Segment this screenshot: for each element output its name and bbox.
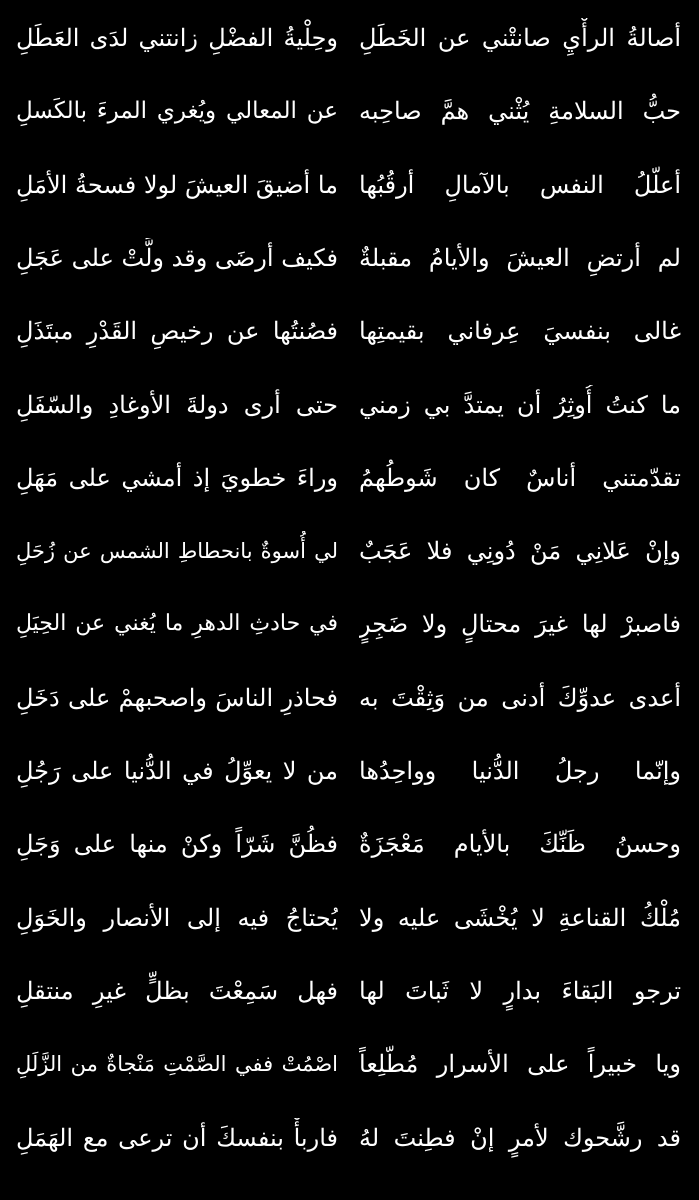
verse-row [0, 311, 699, 351]
verse-second-hemistich: اصْمُتْ ففي الصَّمْتِ مَنْجاةٌ من الزَّلَلِ [16, 1052, 338, 1076]
verse-second-hemistich: فاربأْ بنفسكَ أن ترعى مع الهَمَلِ [16, 1124, 338, 1152]
verse-second-hemistich: وحِلْيةُ الفضْلِ زانتني لدَى العَطَلِ [16, 24, 338, 52]
verse-first-hemistich: مُلْكُ القناعةِ لا يُخْشَى عليه ولا [359, 904, 681, 932]
verse-row [0, 604, 699, 644]
verse-second-hemistich: ما أضيقَ العيشَ لولا فسحةُ الأمَلِ [16, 171, 338, 199]
verse-first-hemistich: ترجو البَقاءَ بدارٍ لا ثَباتَ لها [359, 977, 681, 1005]
verse-first-hemistich: فاصبرْ لها غيرَ محتالٍ ولا ضَجِرٍ [359, 610, 681, 638]
verse-first-hemistich: لم أرتضِ العيشَ والأيامُ مقبلةٌ [359, 244, 681, 272]
verse-row [0, 898, 699, 938]
verse-first-hemistich: تقدّمتني أناسٌ كان شَوطُهمُ [359, 464, 681, 492]
verse-second-hemistich: حتى أرى دولةَ الأوغادِ والسّفَلِ [16, 391, 338, 419]
verse-first-hemistich: أعدى عدوِّكَ أدنى من وَثِقْتَ به [359, 684, 681, 712]
verse-first-hemistich: وحسنُ ظَنِّكَ بالأيام مَعْجَزَةٌ [359, 830, 681, 858]
verse-second-hemistich: فكيف أرضَى وقد ولَّتْ على عَجَلِ [16, 244, 338, 272]
verse-first-hemistich: غالى بنفسيَ عِرفاني بقيمتِها [359, 317, 681, 345]
verse-row [0, 531, 699, 571]
verse-second-hemistich: في حادثِ الدهرِ ما يُغني عن الحِيَلِ [16, 611, 338, 636]
verse-first-hemistich: أعلّلُ النفس بالآمالِ أرقُبُها [359, 171, 681, 199]
verse-second-hemistich: فحاذرِ الناسَ واصحبهمْ على دَخَلِ [16, 684, 338, 712]
verse-first-hemistich: قد رشَّحوك لأمرٍ إنْ فطِنتَ لهُ [359, 1124, 681, 1152]
verse-first-hemistich: ويا خبيراً على الأسرار مُطّلِعاً [359, 1050, 681, 1078]
verse-second-hemistich: من لا يعوِّلُ في الدُّنيا على رَجُلِ [16, 757, 338, 785]
verse-first-hemistich: ما كنتُ أُوثِرُ أن يمتدَّ بي زمني [359, 391, 681, 419]
verse-first-hemistich: حبُّ السلامةِ يُثْني همَّ صاحِبه [359, 97, 681, 125]
verse-row [0, 971, 699, 1011]
verse-first-hemistich: وإنّما رجلُ الدُّنيا وواحِدُها [359, 757, 681, 785]
verse-second-hemistich: فظُنَّ شَرّاً وكنْ منها على وَجَلِ [16, 830, 338, 858]
verse-first-hemistich: وإنْ عَلانِي مَنْ دُونِي فلا عَجَبٌ [359, 537, 681, 565]
verse-second-hemistich: وراءَ خطويَ إذ أمشي على مَهَلِ [16, 464, 338, 492]
verse-row [0, 458, 699, 498]
verse-row [0, 1044, 699, 1084]
verse-row [0, 824, 699, 864]
verse-second-hemistich: لي أُسوةٌ بانحطاطِ الشمس عن زُحَلِ [16, 539, 338, 563]
verse-row [0, 91, 699, 131]
verse-row [0, 385, 699, 425]
verse-row [0, 1118, 699, 1158]
verse-row [0, 18, 699, 58]
verse-second-hemistich: فهل سَمِعْتَ بظلٍّ غيرِ منتقلِ [16, 977, 338, 1005]
verse-row [0, 751, 699, 791]
verse-row [0, 238, 699, 278]
verse-second-hemistich: يُحتاجُ فيه إلى الأنصار والخَوَلِ [16, 904, 338, 932]
verse-row [0, 165, 699, 205]
verse-first-hemistich: أصالةُ الرأْيِ صانتْني عن الخَطَلِ [359, 24, 681, 52]
verse-second-hemistich: عن المعالي ويُغري المرءَ بالكَسلِ [16, 98, 338, 124]
verse-row [0, 678, 699, 718]
verse-second-hemistich: فصُنتُها عن رخيصِ القَدْرِ مبتَذَلِ [16, 317, 338, 345]
